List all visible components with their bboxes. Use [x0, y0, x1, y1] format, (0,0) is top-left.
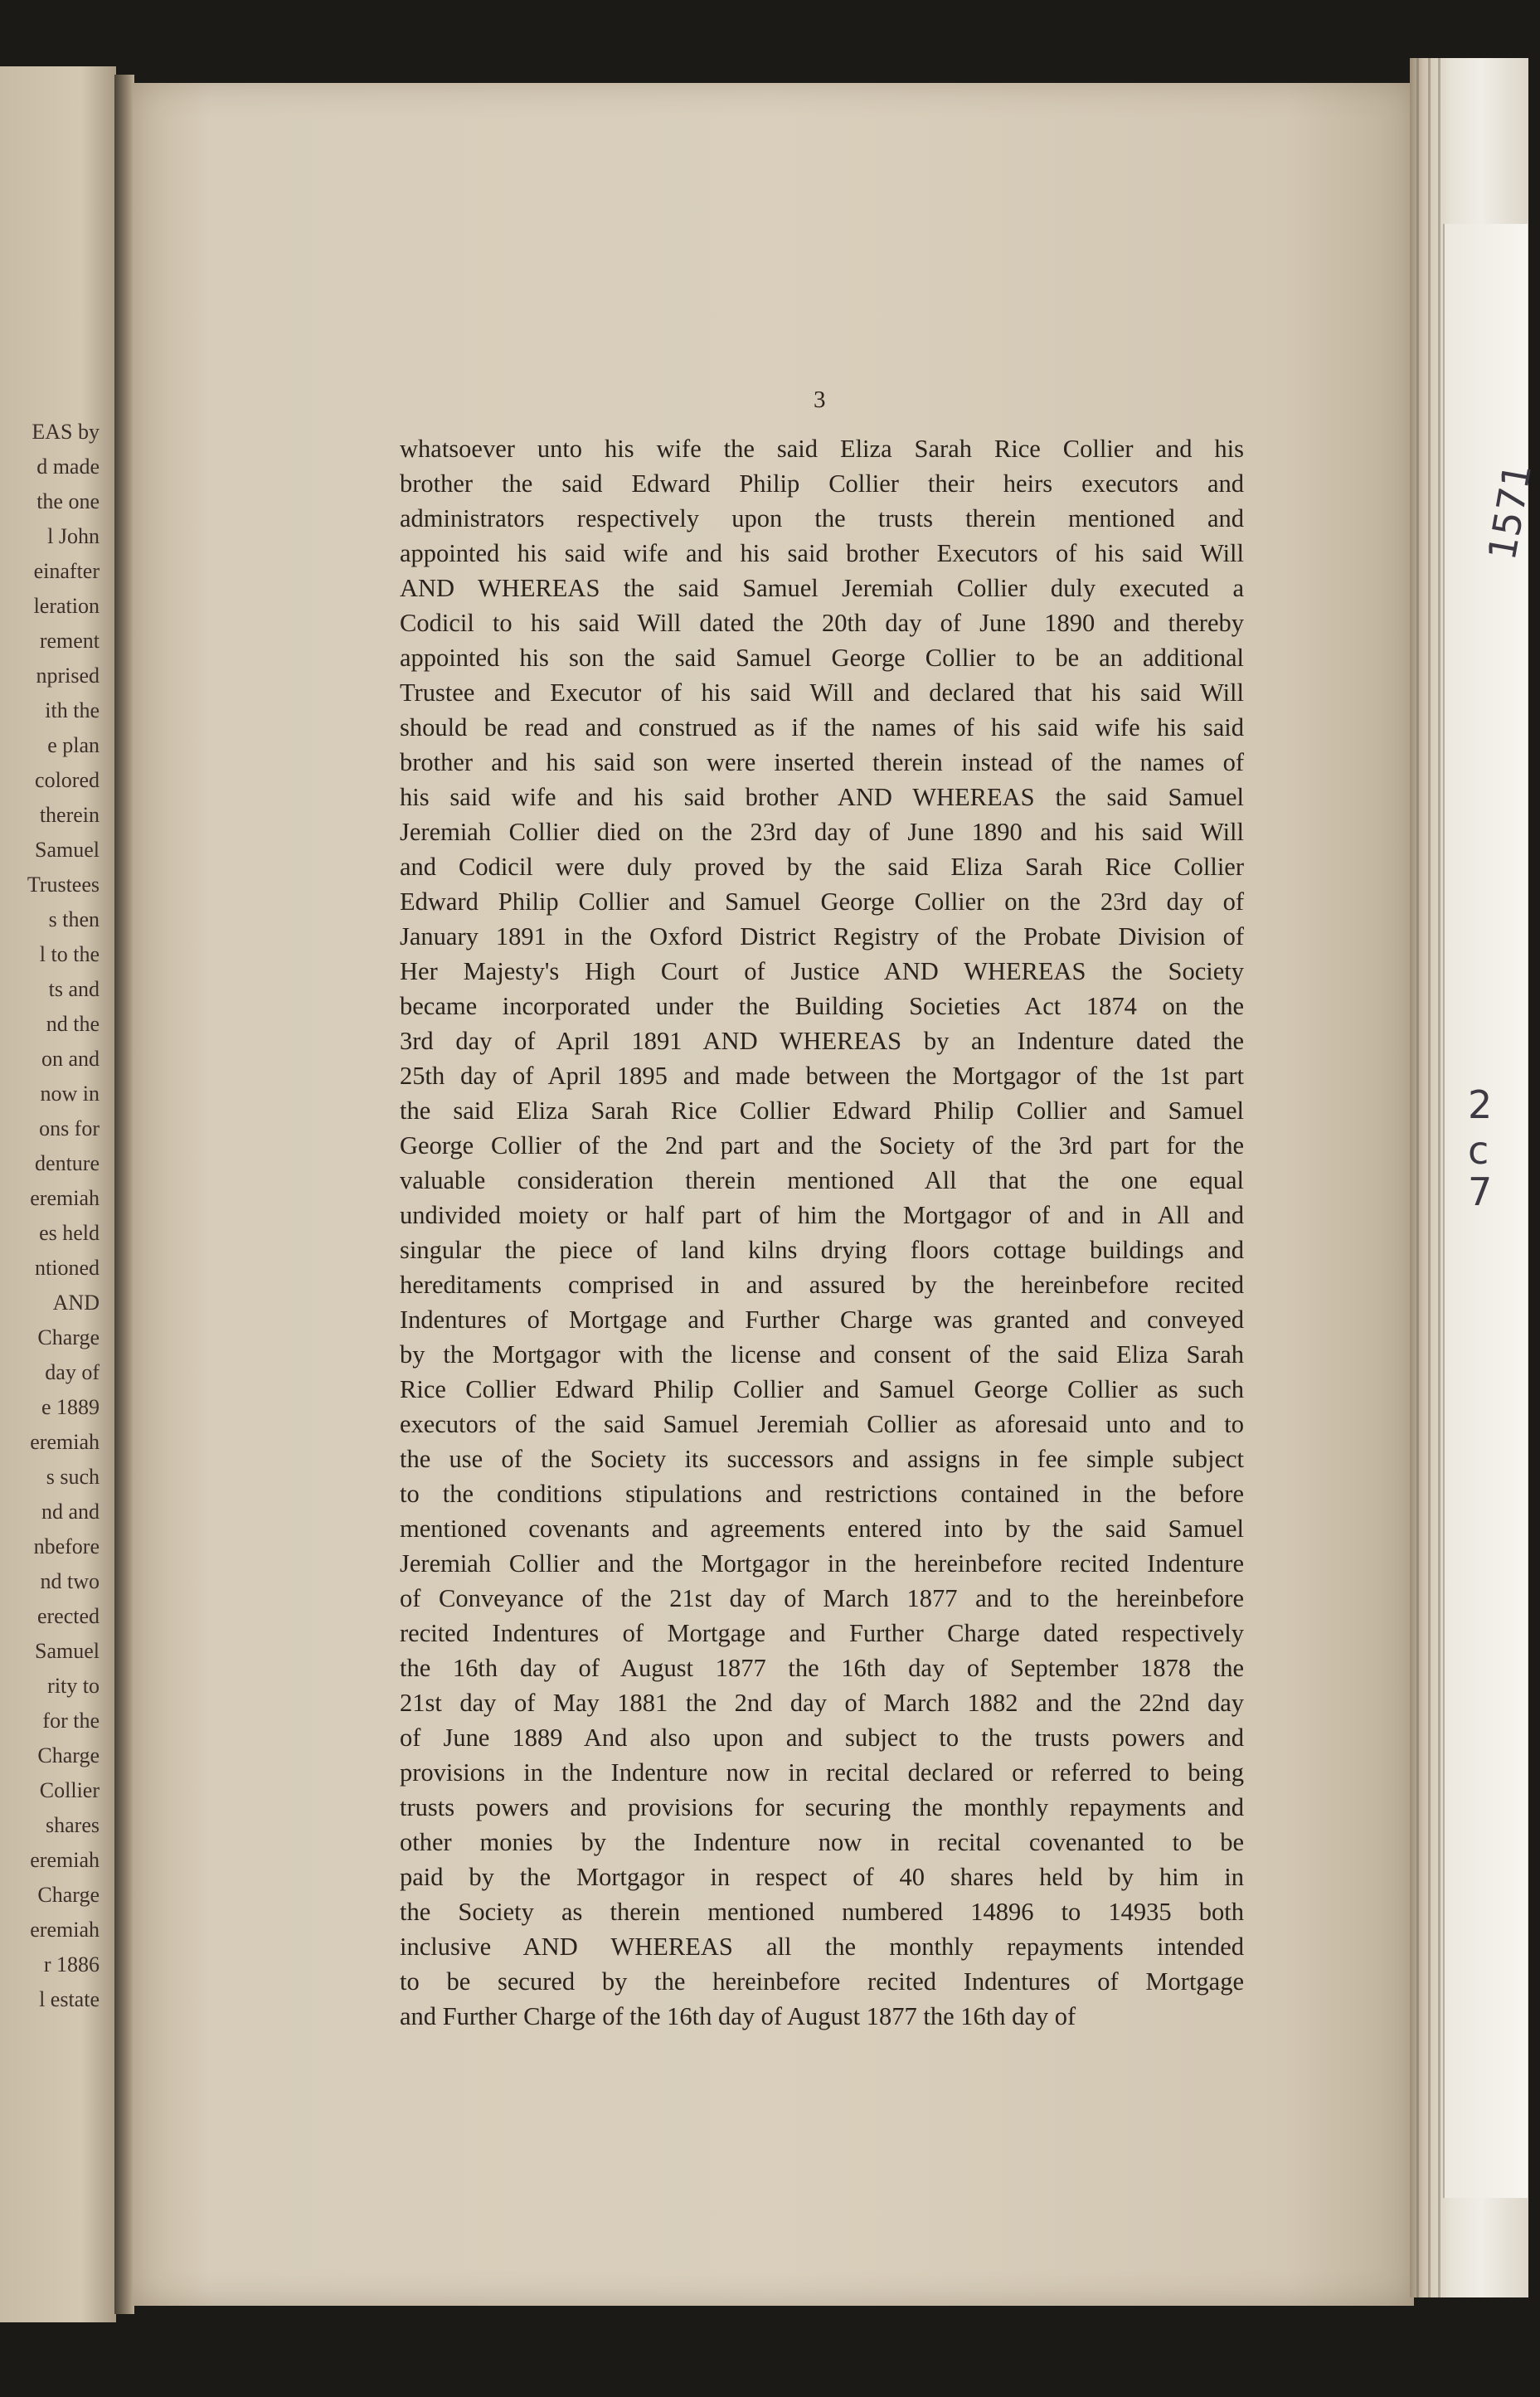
left-page-fragment: Collier — [39, 1778, 100, 1802]
text-line: Codicil to his said Will dated the 20th day of June 1890 and thereby — [400, 609, 1244, 637]
left-page-fragment: denture — [35, 1151, 100, 1175]
text-line: hereditaments comprised in and assured by the hereinbefore recited — [400, 1271, 1244, 1299]
left-page-fragment: Charge — [37, 1883, 100, 1907]
text-line: Jeremiah Collier and the Mortgagor in the hereinbefore recited Indenture — [400, 1549, 1244, 1578]
left-page-fragment: eremiah — [30, 1918, 100, 1942]
left-page-fragment: l estate — [39, 1987, 100, 2011]
left-page-fragment: ntioned — [35, 1256, 100, 1280]
margin-handwriting: 2 — [1468, 1082, 1493, 1127]
text-line: and Codicil were duly proved by the said Eliza Sarah Rice Collier — [400, 853, 1244, 881]
left-page-fragment: ith the — [45, 698, 100, 722]
text-line: of June 1889 And also upon and subject to the trusts powers and — [400, 1724, 1244, 1752]
left-page-fragment: s such — [46, 1465, 100, 1489]
text-line: 21st day of May 1881 the 2nd day of March 1882 and the 22nd day — [400, 1689, 1244, 1717]
text-line: the 16th day of August 1877 the 16th day of September 1878 the — [400, 1654, 1244, 1682]
margin-handwriting: 7 — [1468, 1169, 1493, 1214]
left-page-fragment: rement — [39, 629, 100, 653]
text-line: trusts powers and provisions for securing the monthly repayments and — [400, 1793, 1244, 1821]
text-line: should be read and construed as if the names of his said wife his said — [400, 713, 1244, 741]
left-page-fragment: EAS by — [32, 420, 100, 444]
text-line: inclusive AND WHEREAS all the monthly repayments intended — [400, 1933, 1244, 1961]
left-page-fragment: now in — [40, 1082, 100, 1106]
text-line: undivided moiety or half part of him the Mortgagor of and in All and — [400, 1201, 1244, 1229]
left-page-fragment: s then — [48, 907, 100, 931]
text-line: by the Mortgagor with the license and consent of the said Eliza Sarah — [400, 1340, 1244, 1369]
text-line: Her Majesty's High Court of Justice AND WHEREAS the Society — [400, 957, 1244, 985]
left-page-fragment: ts and — [48, 977, 100, 1001]
text-line: brother the said Edward Philip Collier their heirs executors and — [400, 469, 1244, 498]
text-line: Edward Philip Collier and Samuel George Collier on the 23rd day of — [400, 887, 1244, 916]
body-text — [400, 431, 1244, 2034]
left-page-fragment: einafter — [33, 559, 100, 583]
text-line: executors of the said Samuel Jeremiah Collier as aforesaid unto and to — [400, 1410, 1244, 1438]
text-line: Jeremiah Collier died on the 23rd day of June 1890 and his said Will — [400, 818, 1244, 846]
left-page-fragment: es held — [39, 1221, 100, 1245]
text-line: the said Eliza Sarah Rice Collier Edward Philip Collier and Samuel — [400, 1096, 1244, 1125]
left-page-fragment: nprised — [36, 664, 100, 688]
left-page-fragment: Charge — [37, 1743, 100, 1767]
left-page-fragment: day of — [45, 1360, 100, 1384]
text-line: AND WHEREAS the said Samuel Jeremiah Collier duly executed a — [400, 574, 1244, 602]
left-page-fragment: eremiah — [30, 1186, 100, 1210]
left-page-fragment: eremiah — [30, 1848, 100, 1872]
text-line: valuable consideration therein mentioned All that the one equal — [400, 1166, 1244, 1194]
left-page-text-fragments — [27, 415, 100, 2017]
left-page-fragment: ons for — [39, 1116, 100, 1140]
left-page-fragment: for the — [42, 1709, 100, 1733]
left-page-fragment: Samuel — [35, 1639, 100, 1663]
left-page-fragment: shares — [46, 1813, 100, 1837]
left-page-fragment: nd the — [46, 1012, 100, 1036]
text-line: January 1891 in the Oxford District Registry of the Probate Division of — [400, 922, 1244, 951]
text-line: singular the piece of land kilns drying floors cottage buildings and — [400, 1236, 1244, 1264]
left-facing-page — [0, 66, 116, 2322]
left-page-fragment: nd and — [41, 1500, 100, 1524]
book-gutter — [114, 75, 134, 2314]
text-line: and Further Charge of the 16th day of August 1877 the 16th day of — [400, 2002, 1076, 2030]
left-page-fragment: l to the — [39, 942, 100, 966]
text-line: became incorporated under the Building Societies Act 1874 on the — [400, 992, 1244, 1020]
text-line: appointed his son the said Samuel George Collier to be an additional — [400, 644, 1244, 672]
text-line: to be secured by the hereinbefore recited Indentures of Mortgage — [400, 1967, 1244, 1996]
text-line: whatsoever unto his wife the said Eliza Sarah Rice Collier and his — [400, 435, 1244, 463]
page-number: 3 — [814, 387, 826, 413]
left-page-fragment: therein — [39, 803, 100, 827]
text-line: 25th day of April 1895 and made between the Mortgagor of the 1st part — [400, 1062, 1244, 1090]
left-page-fragment: the one — [36, 489, 100, 513]
left-page-fragment: on and — [41, 1047, 100, 1071]
left-page-fragment: Trustees — [27, 873, 100, 897]
left-page-fragment: colored — [35, 768, 100, 792]
text-line: George Collier of the 2nd part and the Society of the 3rd part for the — [400, 1131, 1244, 1160]
text-line: the Society as therein mentioned numbered 14896 to 14935 both — [400, 1898, 1244, 1926]
text-line: the use of the Society its successors and assigns in fee simple subject — [400, 1445, 1244, 1473]
left-page-fragment: e 1889 — [41, 1395, 100, 1419]
text-line: Trustee and Executor of his said Will and declared that his said Will — [400, 678, 1244, 707]
left-page-fragment: nbefore — [33, 1534, 100, 1558]
text-line: provisions in the Indenture now in recital declared or referred to being — [400, 1758, 1244, 1787]
text-line: to the conditions stipulations and restrictions contained in the before — [400, 1480, 1244, 1508]
left-page-fragment: e plan — [47, 733, 100, 757]
text-line: other monies by the Indenture now in recital covenanted to be — [400, 1828, 1244, 1856]
left-page-fragment: eremiah — [30, 1430, 100, 1454]
text-line: administrators respectively upon the trusts therein mentioned and — [400, 504, 1244, 532]
left-page-fragment: r 1886 — [43, 1952, 100, 1976]
text-line: appointed his said wife and his said brother Executors of his said Will — [400, 539, 1244, 567]
text-line: mentioned covenants and agreements entered into by the said Samuel — [400, 1515, 1244, 1543]
margin-handwriting: c — [1468, 1128, 1489, 1173]
right-page-edges — [1410, 58, 1540, 2297]
left-page-fragment: d made — [36, 455, 100, 479]
left-page-fragment: AND — [52, 1291, 100, 1315]
text-line: 3rd day of April 1891 AND WHEREAS by an Indenture dated the — [400, 1027, 1244, 1055]
left-page-fragment: Charge — [37, 1325, 100, 1349]
text-line: Rice Collier Edward Philip Collier and Samuel George Collier as such — [400, 1375, 1244, 1403]
margin-handwriting: 1571 — [1479, 459, 1540, 564]
left-page-fragment: rity to — [47, 1674, 100, 1698]
text-line: recited Indentures of Mortgage and Further Charge dated respectively — [400, 1619, 1244, 1647]
text-line: Indentures of Mortgage and Further Charge was granted and conveyed — [400, 1305, 1244, 1334]
text-line: his said wife and his said brother AND WHEREAS the said Samuel — [400, 783, 1244, 811]
text-line: of Conveyance of the 21st day of March 1877 and to the hereinbefore — [400, 1584, 1244, 1612]
text-line: brother and his said son were inserted therein instead of the names of — [400, 748, 1244, 776]
left-page-fragment: l John — [47, 524, 100, 548]
left-page-fragment: erected — [36, 1604, 100, 1628]
left-page-fragment: nd two — [40, 1569, 100, 1593]
left-page-fragment: Samuel — [35, 838, 100, 862]
text-line: paid by the Mortgagor in respect of 40 shares held by him in — [400, 1863, 1244, 1891]
left-page-fragment: leration — [33, 594, 100, 618]
